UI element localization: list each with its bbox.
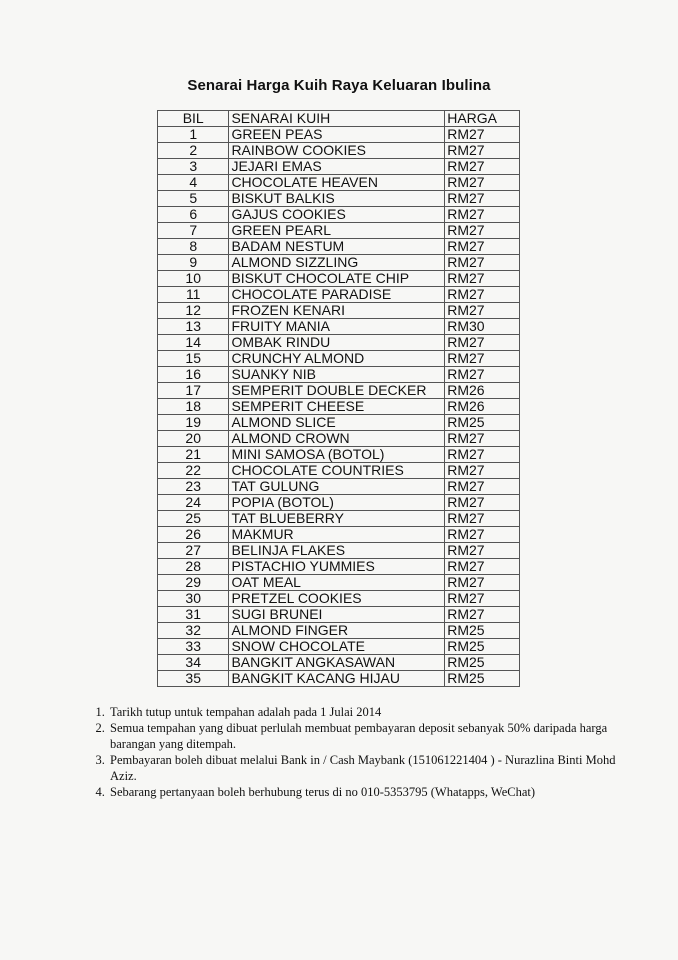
row-number: 19	[158, 415, 229, 431]
row-number: 29	[158, 575, 229, 591]
kuih-price: RM27	[445, 255, 520, 271]
kuih-name: GREEN PEAS	[229, 127, 445, 143]
row-number: 21	[158, 447, 229, 463]
kuih-price: RM27	[445, 447, 520, 463]
kuih-name: SEMPERIT CHEESE	[229, 399, 445, 415]
kuih-name: SNOW CHOCOLATE	[229, 639, 445, 655]
kuih-price: RM27	[445, 143, 520, 159]
table-row	[158, 383, 520, 399]
kuih-price: RM27	[445, 239, 520, 255]
note-item: 4. Sebarang pertanyaan boleh berhubung terus di no 010-5353795 (Whatapps, WeChat)	[108, 784, 628, 800]
kuih-name: BELINJA FLAKES	[229, 543, 445, 559]
table-row	[158, 175, 520, 191]
kuih-price: RM26	[445, 399, 520, 415]
kuih-price: RM27	[445, 543, 520, 559]
kuih-price: RM27	[445, 367, 520, 383]
kuih-name: ALMOND CROWN	[229, 431, 445, 447]
table-row	[158, 543, 520, 559]
row-number: 8	[158, 239, 229, 255]
row-number: 9	[158, 255, 229, 271]
kuih-name: SEMPERIT DOUBLE DECKER	[229, 383, 445, 399]
row-number: 23	[158, 479, 229, 495]
table-row	[158, 575, 520, 591]
page-title: Senarai Harga Kuih Raya Keluaran Ibulina	[187, 77, 491, 94]
row-number: 10	[158, 271, 229, 287]
price-table	[157, 110, 520, 687]
kuih-price: RM27	[445, 271, 520, 287]
row-number: 3	[158, 159, 229, 175]
row-number: 25	[158, 511, 229, 527]
kuih-price: RM27	[445, 479, 520, 495]
table-row	[158, 479, 520, 495]
kuih-name: BANGKIT ANGKASAWAN	[229, 655, 445, 671]
row-number: 6	[158, 207, 229, 223]
table-row	[158, 159, 520, 175]
table-row	[158, 623, 520, 639]
table-row	[158, 143, 520, 159]
kuih-price: RM26	[445, 383, 520, 399]
row-number: 22	[158, 463, 229, 479]
row-number: 17	[158, 383, 229, 399]
kuih-name: PRETZEL COOKIES	[229, 591, 445, 607]
kuih-name: MAKMUR	[229, 527, 445, 543]
table-row	[158, 559, 520, 575]
kuih-name: CHOCOLATE COUNTRIES	[229, 463, 445, 479]
row-number: 32	[158, 623, 229, 639]
note-item: 2. Semua tempahan yang dibuat perlulah membuat pembayaran deposit sebanyak 50% daripada harga barangan yang ditempah.	[108, 720, 628, 752]
kuih-name: PISTACHIO YUMMIES	[229, 559, 445, 575]
kuih-price: RM27	[445, 463, 520, 479]
kuih-price: RM27	[445, 303, 520, 319]
row-number: 35	[158, 671, 229, 687]
table-row	[158, 351, 520, 367]
note-item: 3. Pembayaran boleh dibuat melalui Bank in / Cash Maybank (151061221404 ) - Nurazlina Binti Mohd Aziz.	[108, 752, 628, 784]
kuih-price: RM27	[445, 495, 520, 511]
kuih-name: BISKUT CHOCOLATE CHIP	[229, 271, 445, 287]
table-row	[158, 255, 520, 271]
kuih-price: RM27	[445, 207, 520, 223]
row-number: 34	[158, 655, 229, 671]
table-row	[158, 607, 520, 623]
table-row	[158, 303, 520, 319]
kuih-price: RM25	[445, 623, 520, 639]
kuih-price: RM30	[445, 319, 520, 335]
kuih-price: RM27	[445, 559, 520, 575]
table-row	[158, 511, 520, 527]
table-row	[158, 335, 520, 351]
kuih-price: RM27	[445, 223, 520, 239]
kuih-name: POPIA (BOTOL)	[229, 495, 445, 511]
kuih-price: RM27	[445, 527, 520, 543]
kuih-name: BANGKIT KACANG HIJAU	[229, 671, 445, 687]
kuih-name: ALMOND FINGER	[229, 623, 445, 639]
kuih-name: BADAM NESTUM	[229, 239, 445, 255]
table-row	[158, 319, 520, 335]
kuih-price: RM27	[445, 607, 520, 623]
row-number: 26	[158, 527, 229, 543]
kuih-price: RM27	[445, 287, 520, 303]
kuih-name: TAT BLUEBERRY	[229, 511, 445, 527]
note-item: 1. Tarikh tutup untuk tempahan adalah pada 1 Julai 2014	[108, 704, 628, 720]
row-number: 27	[158, 543, 229, 559]
kuih-name: TAT GULUNG	[229, 479, 445, 495]
kuih-price: RM27	[445, 159, 520, 175]
row-number: 18	[158, 399, 229, 415]
row-number: 14	[158, 335, 229, 351]
row-number: 1	[158, 127, 229, 143]
table-row	[158, 415, 520, 431]
table-row	[158, 463, 520, 479]
row-number: 16	[158, 367, 229, 383]
kuih-price: RM25	[445, 671, 520, 687]
kuih-name: CHOCOLATE HEAVEN	[229, 175, 445, 191]
row-number: 11	[158, 287, 229, 303]
kuih-name: MINI SAMOSA (BOTOL)	[229, 447, 445, 463]
column-header-senarai-kuih: SENARAI KUIH	[229, 111, 445, 127]
kuih-price: RM27	[445, 335, 520, 351]
table-row	[158, 527, 520, 543]
table-row	[158, 447, 520, 463]
table-row	[158, 367, 520, 383]
row-number: 12	[158, 303, 229, 319]
row-number: 30	[158, 591, 229, 607]
kuih-name: BISKUT BALKIS	[229, 191, 445, 207]
kuih-name: CHOCOLATE PARADISE	[229, 287, 445, 303]
kuih-price: RM25	[445, 655, 520, 671]
table-row	[158, 127, 520, 143]
kuih-price: RM27	[445, 511, 520, 527]
column-header-harga: HARGA	[445, 111, 520, 127]
table-row	[158, 671, 520, 687]
kuih-price: RM27	[445, 575, 520, 591]
row-number: 15	[158, 351, 229, 367]
kuih-price: RM25	[445, 415, 520, 431]
kuih-price: RM27	[445, 191, 520, 207]
kuih-name: OAT MEAL	[229, 575, 445, 591]
row-number: 13	[158, 319, 229, 335]
row-number: 31	[158, 607, 229, 623]
row-number: 24	[158, 495, 229, 511]
table-header-row	[158, 111, 520, 127]
notes-list	[86, 704, 628, 800]
row-number: 28	[158, 559, 229, 575]
table-row	[158, 639, 520, 655]
row-number: 2	[158, 143, 229, 159]
table-body	[158, 127, 520, 687]
kuih-name: RAINBOW COOKIES	[229, 143, 445, 159]
table-row	[158, 239, 520, 255]
kuih-price: RM27	[445, 351, 520, 367]
kuih-name: OMBAK RINDU	[229, 335, 445, 351]
kuih-name: GAJUS COOKIES	[229, 207, 445, 223]
kuih-name: GREEN PEARL	[229, 223, 445, 239]
row-number: 33	[158, 639, 229, 655]
row-number: 5	[158, 191, 229, 207]
kuih-name: ALMOND SIZZLING	[229, 255, 445, 271]
table-row	[158, 223, 520, 239]
kuih-price: RM27	[445, 591, 520, 607]
kuih-name: SUGI BRUNEI	[229, 607, 445, 623]
table-row	[158, 495, 520, 511]
row-number: 20	[158, 431, 229, 447]
table-row	[158, 207, 520, 223]
kuih-name: ALMOND SLICE	[229, 415, 445, 431]
kuih-name: JEJARI EMAS	[229, 159, 445, 175]
kuih-price: RM27	[445, 127, 520, 143]
table-row	[158, 399, 520, 415]
table-row	[158, 655, 520, 671]
kuih-name: CRUNCHY ALMOND	[229, 351, 445, 367]
table-row	[158, 271, 520, 287]
kuih-price: RM25	[445, 639, 520, 655]
kuih-price: RM27	[445, 175, 520, 191]
kuih-price: RM27	[445, 431, 520, 447]
column-header-bil: BIL	[158, 111, 229, 127]
table-row	[158, 431, 520, 447]
row-number: 4	[158, 175, 229, 191]
table-row	[158, 287, 520, 303]
kuih-name: FRUITY MANIA	[229, 319, 445, 335]
table-row	[158, 591, 520, 607]
kuih-name: FROZEN KENARI	[229, 303, 445, 319]
kuih-name: SUANKY NIB	[229, 367, 445, 383]
table-row	[158, 191, 520, 207]
row-number: 7	[158, 223, 229, 239]
